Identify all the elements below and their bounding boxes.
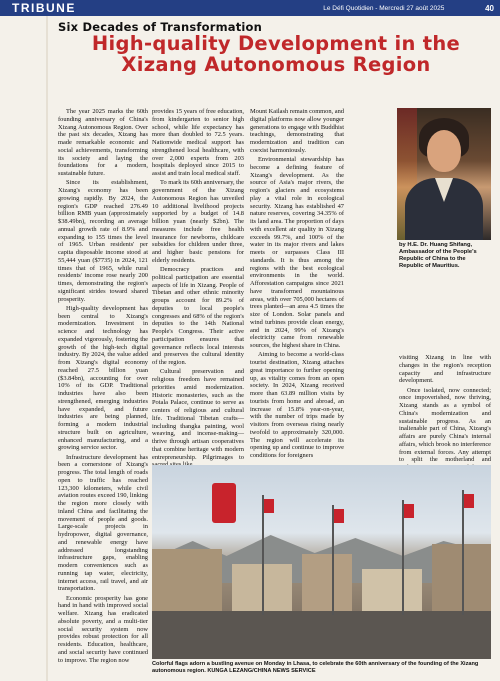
- portrait-face: [427, 130, 461, 172]
- paragraph: visiting Xizang in line with changes in the region's reception capacity and infrastructure development.: [399, 354, 491, 385]
- paragraph: Mount Kailash remain common, and digital platforms now allow younger generations to engage with Buddhist teachings, demonstrating that modernization and tradition can coexist harmoniously.: [250, 108, 344, 154]
- paragraph: Aiming to become a world-class tourist destination, Xizang attaches great importance to further opening up, as vitality comes from an open society. In 2024, Xizang received more than 63.89 million visits by tourists from home and abroad, an increase of 15.8% year-on-year, with the number of trips made by visitors from overseas rising nearly twofold to approximately 320,000. The region will accelerate its opening up and continue to improve conditions for foreigners: [250, 351, 344, 459]
- photo-building: [302, 554, 352, 619]
- photo-flag: [334, 509, 344, 523]
- headline: High-quality Development in the Xizang Autonomous Region: [91, 32, 461, 76]
- ambassador-portrait: [397, 108, 491, 240]
- article-column-2: [152, 108, 244, 471]
- header-bar: [0, 0, 500, 16]
- photo-building: [152, 549, 222, 619]
- paragraph: Infrastructure development has been a cornerstone of Xizang's progress. The total length of roads open to traffic has reached 123,300 kilometers, while civil aviation routes exceed 190, linking the region more closely with inland China and facilitating the movement of people and goods. Large-scale projects in hydropower, digital governance, and renewable energy have addressed longstanding infrastructure gaps, enabling modern conveniences such as running tap water, electricity, internet access, rail travel, and air transportation.: [58, 453, 148, 593]
- dateline: Le Défi Quotidien - Mercredi 27 août 2025: [323, 4, 445, 12]
- lhasa-street-photo: [152, 465, 491, 659]
- paragraph: The year 2025 marks the 60th founding anniversary of China's Xizang Autonomous Region. Over the past six decades, Xizang has made remarkable economic and social achievements, transforming its society and laying the foundations for a modern, sustainable future.: [58, 108, 148, 177]
- kicker: Six Decades of Transformation: [58, 20, 263, 34]
- paragraph: Cultural preservation and religious freedom have remained priorities amid modernization. Historic monasteries, such as the Potala Palace, continue to serve as centers of religious and cultural life. Traditional Tibetan crafts—including thangka painting, wool weaving, and incense-making—thrive through artisan cooperatives that combine heritage with modern entrepreneurship. Pilgrimages to: [152, 368, 244, 461]
- photo-flag: [264, 499, 274, 513]
- photo-flagpole: [262, 495, 264, 615]
- article-column-1: [58, 108, 148, 666]
- photo-flagpole: [462, 490, 464, 615]
- paragraph: High-quality development has been central to Xizang's modernization. Investment in science and technology has expanded vigorously, fostering the growth of the high-tech digital industry. By 2024, the value added from Xizang's digital economy reached 27.5 billion yuan ($3.84bn), accounting for over 10% of its GDP. Traditional industries have also been strengthened, emerging industries have expanded, and future industries are being planned, forming a modern industrial structure built on agriculture, enhanced manufacturing, and a growing service sector.: [58, 304, 148, 452]
- paragraph: Environmental stewardship has become a defining feature of Xizang's development. As the source of Asia's major rivers, the region's glaciers and ecosystems play a vital role in ecological security. Xizang has established 47 nature reserves, covering 34.35% of its land area. The proportion of days with excellent air quality in Xizang exceeds 99.7%, and 100% of the water in its major rivers and lakes meets or surpasses Class III standards. It is thus among the regions with the best ecological environments in the world. Afforestation campaigns since 2021 have transformed mountainous areas, with over 705,000 hectares of trees planted—an area 4.5 times the size of London. Solar panels and wind turbines provide clean energy, and in 2024, 99% of Xizang's electricity came from renewable sources, the highest share in China.: [250, 156, 344, 349]
- photo-caption: Colorful flags adorn a bustling avenue on Monday in Lhasa, to celebrate the 60th anniversary of the founding of the Xizang autonomous region. KUNGA LEZANG/CHINA NEWS SERVICE: [152, 661, 479, 674]
- paragraph: To mark its 60th anniversary, the government of the Xizang Autonomous Region has unveiled 10 additional livelihood projects supported by a budget of 14.8 billion yuan (nearly $2bn). The measures include free health insurance for newborns, childcare subsidies for children under three, and higher basic pensions for elderly residents.: [152, 179, 244, 264]
- portrait-caption: by H.E. Dr. Huang Shifang, Ambassador of the People's Republic of China to the Republic of Mauritius.: [399, 242, 477, 269]
- photo-street: [152, 611, 491, 659]
- paragraph: provides 15 years of free education, from kindergarten to senior high school, while life expectancy has more than doubled to 72.5 years. Nationwide medical support has strengthened local healthcare, with over 2,000 experts from 203 hospitals deployed since 2015 to assist and train local medical staff.: [152, 108, 244, 177]
- paragraph: Democracy practices and political participation are essential aspects of life in Xizang. People of Tibetan and other ethnic minority groups account for 89.2% of deputies to local people's congresses and 68% of the region's deputies to the 14th National People's Congress. Their active participation ensures that governance reflects local interests and preserves the cultural identity of the region.: [152, 266, 244, 366]
- paragraph: Once isolated, now connected; once impoverished, now thriving, Xizang stands as a symbol of China's modernization and sustainable progress. As an inalienable part of China, Xizang's affairs are purely China's internal affairs, which brook no interference from external forces. Any attempt to split the motherland and: [399, 386, 491, 464]
- photo-flag: [404, 504, 414, 518]
- page-margin: [46, 0, 48, 681]
- paragraph: Economic prosperity has gone hand in hand with improved social welfare. Xizang has eradicated absolute poverty, and a multi-tier social security system now provides robust protection for all residents. Education, healthcare, and social security have continued to improve. The region now: [58, 594, 148, 664]
- paragraph: Since its establishment, Xizang's economy has been growing rapidly. By 2024, the region's GDP reached 276.49 billion RMB yuan (approximately $38.49bn), recording an average annual growth rate of 8.9% and expanding to 155 times the level of 1965. Urban residents' per capita disposable income stood at 55,444 yuan ($7735) in 2024, 121 times that of 1965, while rural residents' income rose nearly 200 times, demonstrating the region's significant strides toward shared prosperity.: [58, 179, 148, 303]
- photo-flag: [464, 494, 474, 508]
- article-column-3: [250, 108, 344, 461]
- page-number: 40: [485, 3, 494, 13]
- photo-banner: [212, 483, 236, 523]
- masthead: TRIBUNE: [12, 1, 76, 15]
